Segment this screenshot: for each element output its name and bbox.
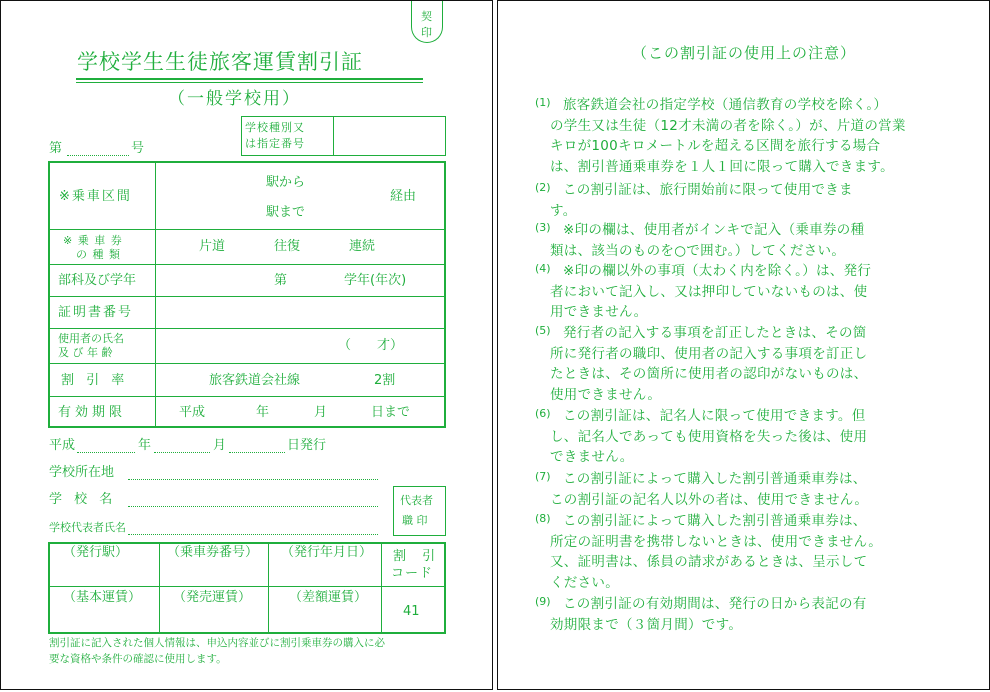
rep-seal-label-2: 職 印 [402, 514, 428, 527]
note-number: (4) [535, 262, 551, 275]
issue-month: 月 [213, 438, 227, 453]
note-line: たときは、その箇所に使用者の認印がないものは、 [550, 366, 868, 383]
fare-issue-station: （発行駅） [63, 545, 129, 560]
fare-table-col-3 [381, 542, 382, 634]
title-underline [76, 78, 423, 80]
ticket-back-page [497, 0, 990, 690]
row-line-6 [48, 396, 446, 397]
dept-label: 部科及び学年 [58, 273, 137, 288]
note-number: (3) [535, 221, 551, 234]
fare-basic: （基本運賃） [63, 590, 142, 605]
school-type-label-2: は指定番号 [245, 137, 305, 150]
user-age: （ 才） [338, 338, 404, 353]
issue-year-line [77, 452, 135, 453]
valid-year: 年 [256, 405, 270, 420]
fare-issue-date: （発行年月日） [281, 545, 373, 560]
row-line-2 [48, 264, 446, 265]
dept-prefix: 第 [274, 273, 288, 288]
note-line: す。 [550, 202, 577, 219]
issue-year: 年 [138, 438, 152, 453]
note-line: ※印の欄以外の事項（太わく内を除く。）は、発行 [563, 263, 872, 279]
rep-line [128, 534, 378, 535]
row-line-4 [48, 328, 446, 329]
number-prefix: 第 [49, 141, 63, 156]
ticket-front-page [0, 0, 493, 690]
issue-month-line [154, 452, 210, 453]
privacy-footnote-1: 割引証に記入された個人情報は、申込内容並びに割引乗車券の購入に必 [49, 637, 385, 649]
fare-table-col-2 [268, 542, 269, 634]
fare-sold: （発売運賃） [173, 590, 252, 605]
note-line: キロが100キロメートルを超える区間を旅行する場合 [550, 138, 881, 155]
school-type-label-1: 学校種別又 [245, 121, 305, 134]
note-line: の学生又は生徒（12才未満の者を除く。）が、片道の営業 [550, 117, 906, 134]
note-line: 発行者の記入する事項を訂正したときは、その箇 [563, 325, 867, 341]
note-number: (8) [535, 512, 551, 525]
fare-code-value: 41 [403, 604, 420, 619]
issue-issued: 日発行 [287, 438, 327, 453]
section-via: 経由 [390, 189, 417, 204]
seal-stamp-char-1: 契 [421, 10, 432, 23]
note-number: (2) [535, 181, 551, 194]
school-address-line [128, 479, 378, 480]
school-address-label: 学校所在地 [49, 465, 115, 480]
number-suffix: 号 [131, 141, 145, 156]
rate-company: 旅客鉄道会社線 [209, 373, 301, 388]
valid-month: 月 [314, 405, 328, 420]
main-table-label-col [155, 161, 156, 428]
issue-era: 平成 [49, 438, 76, 453]
ticket-type-label-1: ※ 乗 車 券 [63, 234, 123, 247]
note-line: 者において記入し、又は押印していないものは、使 [550, 283, 868, 300]
note-line: 所定の証明書を携帯しないときは、使用できません。 [550, 533, 883, 550]
row-line-1 [48, 229, 446, 230]
page-subtitle: （一般学校用） [168, 89, 301, 109]
note-number: (1) [535, 96, 551, 109]
fare-table-midline [48, 586, 446, 587]
note-line: この割引証の有効期間は、発行の日から表記の有 [563, 596, 867, 612]
section-from: 駅から [266, 175, 306, 190]
privacy-footnote-2: 要な資格や条件の確認に使用します。 [49, 653, 227, 665]
note-line: 又、証明書は、係員の請求があるときは、呈示して [550, 554, 868, 571]
user-label-2: 及 び 年 齢 [58, 346, 113, 359]
seal-stamp-char-2: 印 [421, 26, 432, 39]
row-line-3 [48, 296, 446, 297]
number-dotted-line [67, 155, 129, 156]
note-number: (7) [535, 470, 551, 483]
notes-title: （この割引証の使用上の注意） [632, 44, 857, 62]
section-label: ※乗車区間 [59, 189, 132, 204]
note-line: 効期限まで（３箇月間）です。 [550, 616, 743, 633]
rate-value: 2割 [374, 373, 396, 388]
note-line: し、記名人であっても使用資格を失った後は、使用 [550, 428, 868, 445]
note-line: は、割引普通乗車券を１人１回に限って購入できます。 [550, 159, 894, 176]
ticket-type-label-2: の 種 類 [76, 248, 121, 261]
note-line: この割引証によって購入した割引普通乗車券は、 [563, 471, 867, 487]
fare-code-label-2: コード [391, 566, 434, 581]
row-line-5 [48, 363, 446, 364]
page-title: 学校学生生徒旅客運賃割引証 [77, 50, 363, 74]
fare-table-col-1 [159, 542, 160, 634]
rep-label: 学校代表者氏名 [49, 521, 126, 534]
fare-difference: （差額運賃） [289, 590, 368, 605]
note-line: 所に発行者の職印、使用者の記入する事項を訂正し [550, 345, 868, 362]
rep-seal-label-1: 代表者 [400, 494, 433, 507]
ticket-type-oneway: 片道 [199, 239, 226, 254]
title-underline-2 [76, 82, 423, 83]
school-type-divider [333, 116, 334, 156]
note-line: 旅客鉄道会社の指定学校（通信教育の学校を除く。） [563, 97, 888, 113]
note-number: (9) [535, 595, 551, 608]
note-line: できません。 [550, 449, 634, 466]
ticket-type-roundtrip: 往復 [274, 239, 301, 254]
section-to: 駅まで [266, 205, 306, 220]
note-line: 類は、該当のものを○で囲む。）してください。 [550, 242, 846, 259]
ticket-type-continuous: 連続 [349, 239, 376, 254]
note-number: (5) [535, 324, 551, 337]
note-number: (6) [535, 407, 551, 420]
school-name-label: 学 校 名 [49, 492, 117, 507]
rate-label: 割 引 率 [61, 373, 129, 388]
valid-label: 有効期限 [58, 405, 127, 420]
school-name-line [128, 506, 378, 507]
note-line: 用できません。 [550, 304, 648, 321]
valid-era: 平成 [179, 405, 206, 420]
user-label-1: 使用者の氏名 [58, 332, 124, 345]
valid-day: 日まで [371, 405, 411, 420]
cert-label: 証明書番号 [58, 305, 134, 320]
fare-ticket-number: （乗車券番号） [167, 545, 259, 560]
note-line: ※印の欄は、使用者がインキで記入（乗車券の種 [563, 222, 865, 238]
note-line: この割引証は、旅行開始前に限って使用できま [563, 182, 853, 198]
note-line: この割引証の記名人以外の者は、使用できません。 [550, 491, 869, 508]
dept-suffix: 学年(年次) [344, 273, 407, 288]
note-line: ください。 [550, 575, 619, 592]
note-line: 使用できません。 [550, 387, 662, 404]
fare-code-label-1: 割 引 [393, 549, 442, 564]
note-line: この割引証は、記名人に限って使用できます。但 [563, 408, 866, 424]
note-line: この割引証によって購入した割引普通乗車券は、 [563, 513, 867, 529]
issue-day-line [229, 452, 285, 453]
